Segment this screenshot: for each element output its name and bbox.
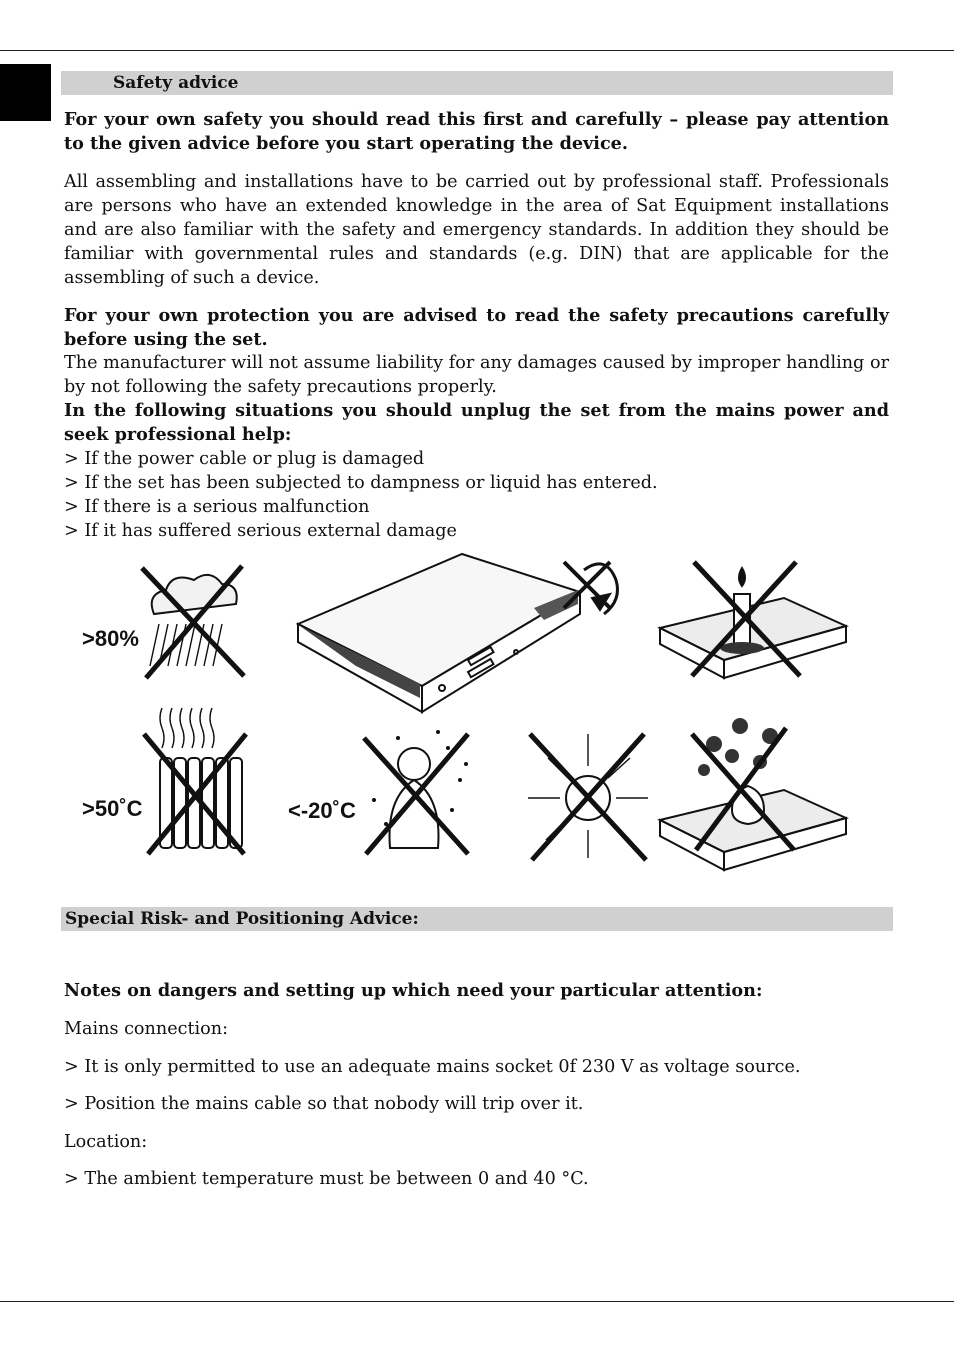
location-heading: Location:: [64, 1132, 148, 1152]
liability-paragraph: The manufacturer will not assume liability for any damages caused by improper handling or by not following the safety precautions properly.: [64, 353, 889, 397]
receiver-box-icon: [298, 554, 580, 712]
safety-intro-bold: For your own safety you should read this first and carefully – please pay attention to the given advice before you start operating the device.: [64, 109, 889, 154]
heater-icon: [144, 708, 246, 854]
safety-illustrations: [64, 548, 864, 888]
mains-item-2: > Position the mains cable so that nobody will trip over it.: [64, 1094, 584, 1114]
situation-item-4: > If it has suffered serious external damage: [64, 521, 457, 541]
situation-item-2: > If the set has been subjected to dampness or liquid has entered.: [64, 473, 658, 493]
section-heading-special-risk: Special Risk- and Positioning Advice:: [61, 907, 893, 931]
candle-icon: [660, 562, 846, 678]
header-rule: [0, 50, 954, 51]
footer-rule: [0, 1301, 954, 1302]
sun-icon: [528, 734, 648, 860]
assembly-paragraph: All assembling and installations have to be carried out by professional staff. Professionals are persons who have an extended knowledge in the area of Sat Equipment installations and are also familiar with the safety and emergency standards. In addition they should be familiar with governmental rules and standards (e.g. DIN) that are applicable for the assembling of such a device.: [64, 172, 889, 288]
rain-cloud-icon: [142, 566, 244, 678]
protection-bold: For your own protection you are advised to read the safety precautions carefully before using the set.: [64, 305, 889, 350]
humidity-label: >80%: [82, 626, 139, 651]
mains-item-1: > It is only permitted to use an adequate mains socket 0f 230 V as voltage source.: [64, 1057, 801, 1077]
location-item-1: > The ambient temperature must be between 0 and 40 °C.: [64, 1169, 589, 1189]
situation-item-1: > If the power cable or plug is damaged: [64, 449, 425, 469]
snowman-icon: [364, 730, 468, 854]
flower-vase-icon: [660, 718, 846, 870]
unplug-bold: In the following situations you should unplug the set from the mains power and seek professional help:: [64, 400, 889, 445]
notes-bold: Notes on dangers and setting up which need your particular attention:: [64, 980, 763, 1001]
heat-label: >50˚C: [82, 796, 143, 821]
section-heading-safety-advice: Safety advice: [61, 71, 893, 95]
situation-item-3: > If there is a serious malfunction: [64, 497, 370, 517]
cold-label: <-20˚C: [288, 798, 356, 823]
chapter-tab-marker: [0, 64, 51, 121]
mains-heading: Mains connection:: [64, 1019, 229, 1039]
